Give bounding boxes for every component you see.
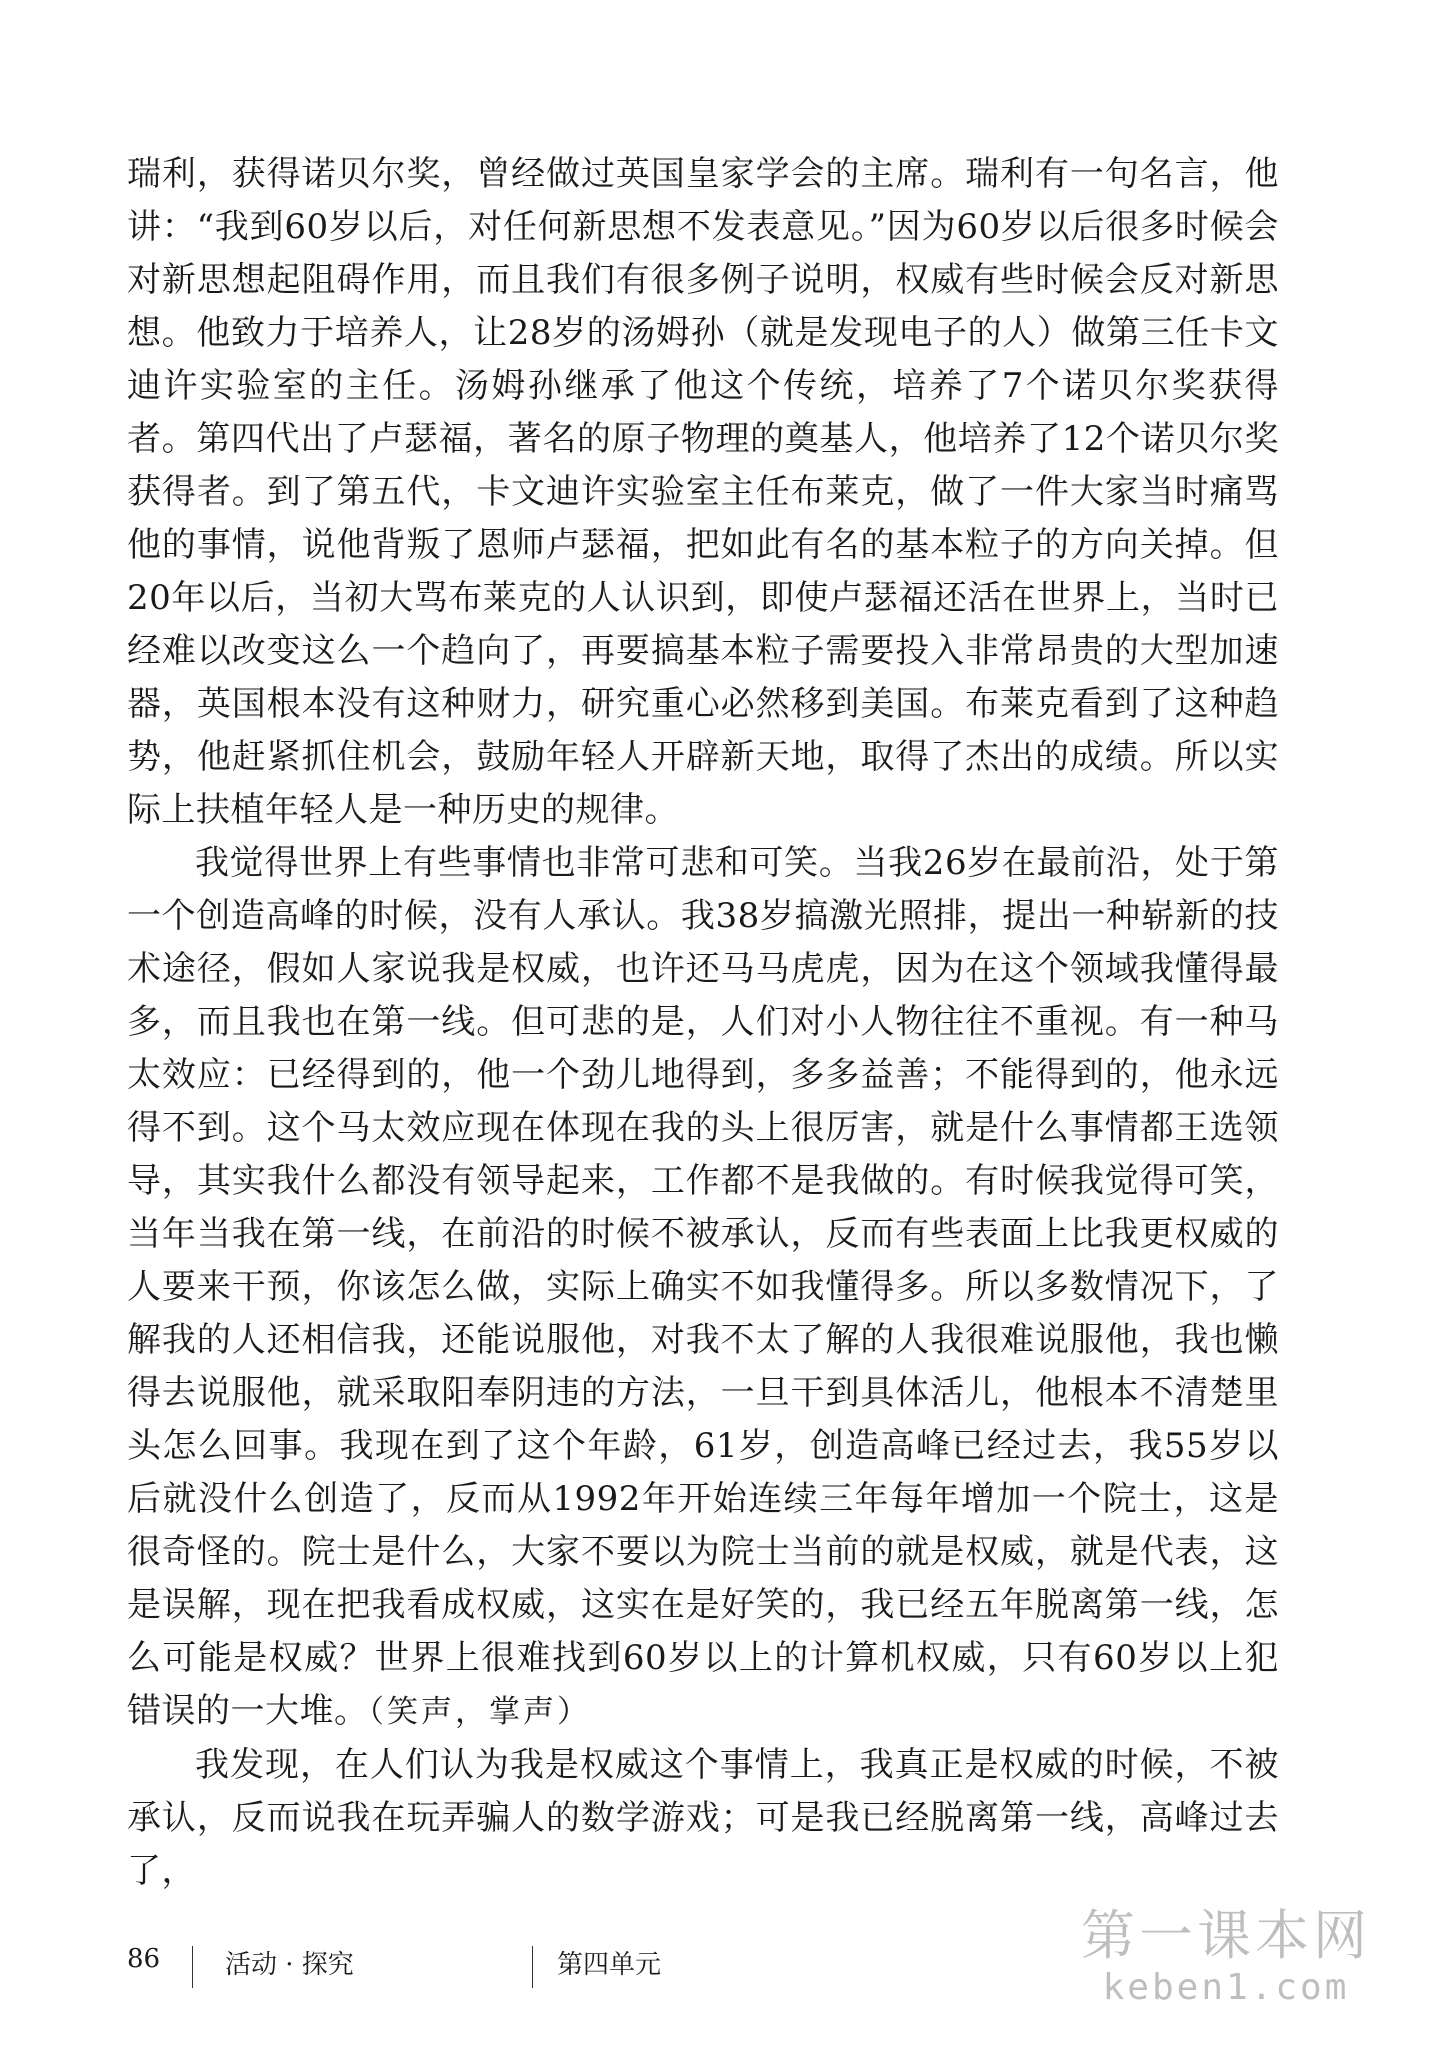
footer-divider <box>192 1946 193 1988</box>
paragraph-3: 我发现，在人们认为我是权威这个事情上，我真正是权威的时候，不被承认，反而说我在玩弄骗人的数学游戏；可是我已经脱离第一线，高峰过去了， <box>127 1745 1279 1891</box>
watermark-url: keben1.com <box>1102 1967 1350 2008</box>
body-text <box>127 148 1279 1898</box>
footer-divider <box>532 1946 533 1988</box>
watermark-chinese: 第一课本网 <box>1081 1904 1371 1967</box>
paragraph-2 <box>127 837 1279 1739</box>
unit-label: 第四单元 <box>557 1950 662 1980</box>
watermark <box>1081 1905 1371 2009</box>
section-label: 活动 · 探究 <box>225 1950 354 1980</box>
paragraph-2-text: 我觉得世界上有些事情也非常可悲和可笑。当我26岁在最前沿，处于第一个创造高峰的时候，没有人承认。我38岁搞激光照排，提出一种崭新的技术途径，假如人家说我是权威，也许还马马虎虎，因为在这个领域我懂得最多，而且我也在第一线。但可悲的是，人们对小人物往往不重视。有一种马太效应：已经得到的，他一个劲儿地得到，多多益善；不能得到的，他永远得不到。这个马太效应现在体现在我的头上很厉害，就是什么事情都王选领导，其实我什么都没有领导起来，工作都不是我做的。有时候我觉得可笑，当年当我在第一线，在前沿的时候不被承认，反而有些表面上比我更权威的人要来干预，你该怎么做，实际上确实不如我懂得多。所以多数情况下，了解我的人还相信我，还能说服他，对我不太了解的人我很难说服他，我也懒得去说服他，就采取阳奉阴违的方法，一旦干到具体活儿，他根本不清楚里头怎么回事。我现在到了这个年龄，61岁，创造高峰已经过去，我55岁以后就没什么创造了，反而从1992年开始连续三年每年增加一个院士，这是很奇怪的。院士是什么，大家不要以为院士当前的就是权威，就是代表，这是误解，现在把我看成权威，这实在是好笑的，我已经五年脱离第一线，怎么可能是权威？世界上很难找到60岁以上的计算机权威，只有60岁以上犯错误的一大堆。 <box>127 843 1279 1731</box>
page-number: 86 <box>127 1944 161 1974</box>
audience-reaction-note: （笑声，掌声） <box>368 1694 591 1730</box>
paragraph-1: 瑞利，获得诺贝尔奖，曾经做过英国皇家学会的主席。瑞利有一句名言，他讲：“我到60岁以后，对任何新思想不发表意见。”因为60岁以后很多时候会对新思想起阻碍作用，而且我们有很多例子说明，权威有些时候会反对新思想。他致力于培养人，让28岁的汤姆孙（就是发现电子的人）做第三任卡文迪许实验室的主任。汤姆孙继承了他这个传统，培养了7个诺贝尔奖获得者。第四代出了卢瑟福，著名的原子物理的奠基人，他培养了12个诺贝尔奖获得者。到了第五代，卡文迪许实验室主任布莱克，做了一件大家当时痛骂他的事情，说他背叛了恩师卢瑟福，把如此有名的基本粒子的方向关掉。但20年以后，当初大骂布莱克的人认识到，即使卢瑟福还活在世界上，当时已经难以改变这么一个趋向了，再要搞基本粒子需要投入非常昂贵的大型加速器，英国根本没有这种财力，研究重心必然移到美国。布莱克看到了这种趋势，他赶紧抓住机会，鼓励年轻人开辟新天地，取得了杰出的成绩。所以实际上扶植年轻人是一种历史的规律。 <box>127 154 1279 830</box>
